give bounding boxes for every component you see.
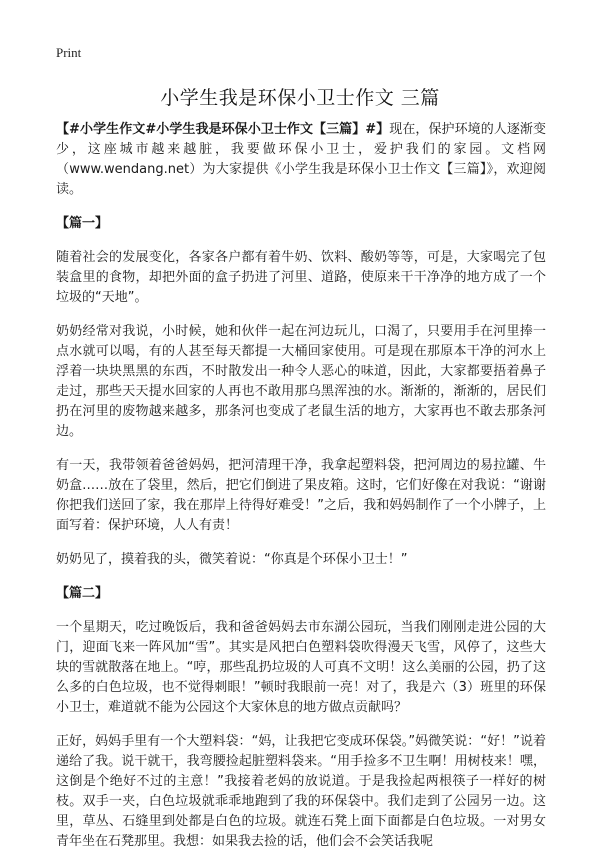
site-link[interactable]: www.wendang.net: [69, 162, 190, 177]
paragraph: 随着社会的发展变化，各家各户都有着牛奶、饮料、酸奶等等，可是，大家喝完了包装盒里的食物，却把外面的盒子扔进了河里、道路，使原来干干净净的地方成了一个垃圾的“天地”。: [56, 250, 546, 305]
intro-paragraph: [56, 120, 546, 200]
paragraph: 奶奶见了，摸着我的头，微笑着说：“你真是个环保小卫士！”: [56, 552, 408, 567]
intro-text-2: ）为大家提供《小学生我是环保小卫士作文【三篇】》，欢迎阅读。: [56, 162, 546, 197]
section-heading-1: 【篇一】: [56, 216, 109, 231]
paragraph: 有一天，我带领着爸爸妈妈，把河清理干净，我拿起塑料袋，把河周边的易拉罐、牛奶盒……放在了袋里，然后，把它们倒进了果皮箱。这时，它们好像在对我说：“谢谢你把我们送回了家，我在那岸上待得好难受！”之后，我和妈妈制作了一个小牌子，上面写着：保护环境，人人有责！: [56, 458, 546, 533]
paragraph: 一个星期天，吃过晚饭后，我和爸爸妈妈去市东湖公园玩，当我们刚刚走进公园的大门，迎面飞来一阵风加“雪”。其实是风把白色塑料袋吹得漫天飞雪，风停了，这些大块的雪就散落在地上。“哼，那些乱扔垃圾的人可真不文明！这么美丽的公园，扔了这么多的白色垃圾，也不觉得刺眼！”顿时我眼前一亮！对了，我是六（3）班里的环保小卫士，难道就不能为公园这个大家休息的地方做点贡献吗？: [56, 620, 546, 715]
intro-tag: 【#小学生作文#小学生我是环保小卫士作文【三篇】#】: [56, 122, 390, 137]
section-heading-2: 【篇二】: [56, 586, 109, 601]
paragraph: 奶奶经常对我说，小时候，她和伙伴一起在河边玩儿，口渴了，只要用手在河里捧一点水就可以喝，有的人甚至每天都提一大桶回家使用。可是现在那原本干净的河水上浮着一块块黑黑的东西，不时散发出一种令人恶心的味道，因此，大家都要捂着鼻子走过，那些天天提水回家的人再也不敢用那乌黑浑浊的水。渐渐的，渐渐的，居民们扔在河里的废物越来越多，那条河也变成了老鼠生活的地方，大家再也不敢去那条河边。: [56, 324, 546, 439]
paragraph: 正好，妈妈手里有一个大塑料袋：“妈，让我把它变成环保袋。”妈微笑说：“好！”说着递给了我。说干就干，我弯腰捡起脏塑料袋来。“用手捡多不卫生啊！用树枝来！嘿，这倒是个绝好不过的主意！”我接着老妈的放说道。于是我捡起两根筷子一样好的树枝。双手一夹，白色垃圾就乖乖地跑到了我的环保袋中。我们走到了公园另一边。这里，草丛、石缝里到处都是白色的垃圾。就连石凳上面下面都是白色垃圾。一对男女青年坐在石凳那里。我想：如果我去捡的话，他们会不会笑话我呢: [56, 734, 546, 849]
intro-text-1: 现在，保护环境的人逐渐变少，这座城市越来越脏，我要做环保小卫士，爱护我们的家园。文档网（: [56, 122, 546, 177]
page-title: 小学生我是环保小卫士作文 三篇: [160, 87, 440, 109]
article-body: [56, 120, 546, 866]
print-link[interactable]: Print: [56, 45, 82, 60]
